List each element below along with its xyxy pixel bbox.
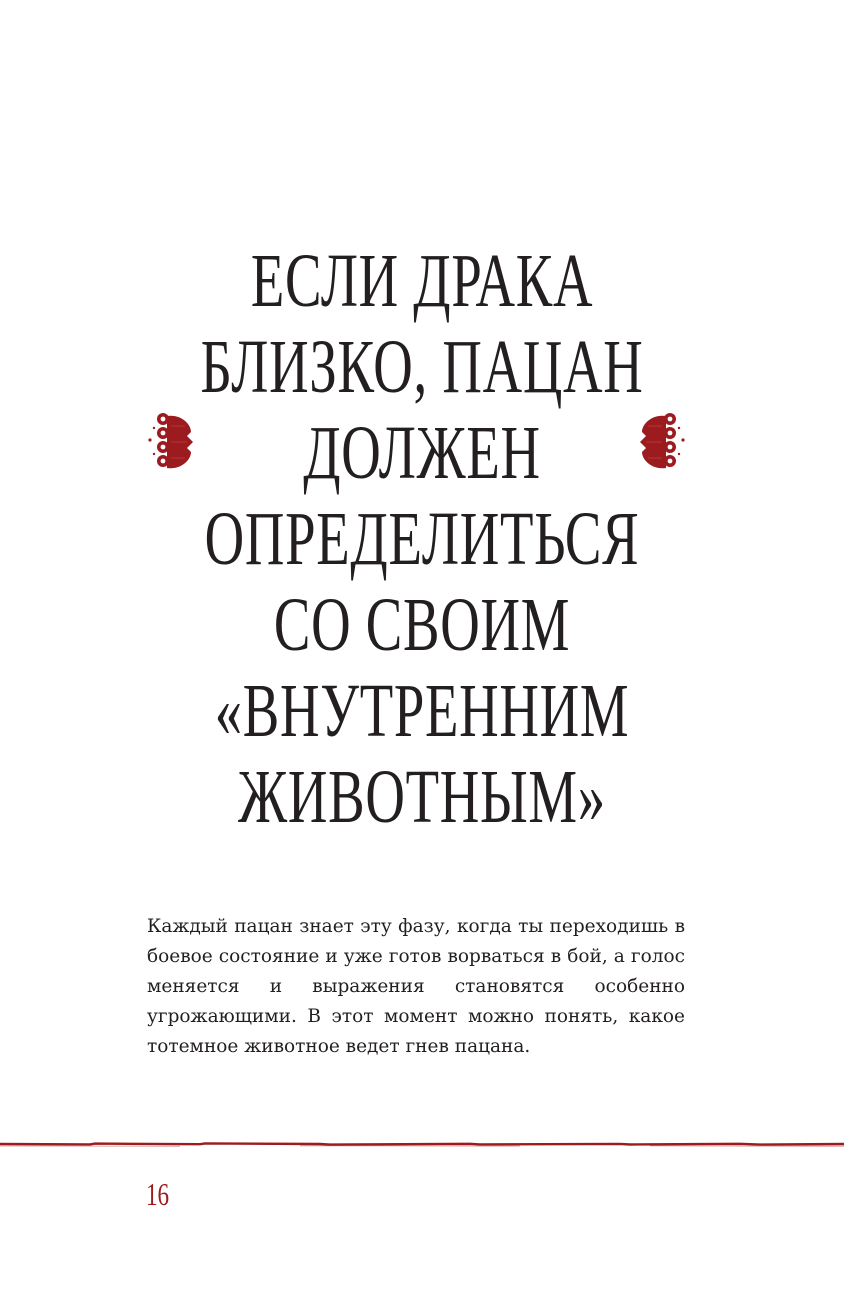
heading-line: ОПРЕДЕЛИТЬСЯ [204,497,640,581]
heading-line: ДОЛЖЕН [303,411,541,495]
heading-line: ЖИВОТНЫМ» [238,755,606,839]
body-paragraph: Каждый пацан знает эту фазу, когда ты переходишь в боевое состояние и уже готов ворваться в бой, а голос меняется и выражения становятся особенно угрожающими. В этот момент можно понять, какое тотемное животное ведет гнев пацана. [147,916,685,1057]
heading-line: БЛИЗКО, ПАЦАН [200,325,644,409]
page-number: 16 [146,1176,170,1212]
heading-line: «ВНУТРЕННИМ [214,669,630,753]
brass-knuckles-icon [636,410,686,474]
brass-knuckles-icon [147,410,197,474]
heading-line: СО СВОИМ [273,583,571,667]
chapter-heading [0,238,844,840]
heading-line: ЕСЛИ ДРАКА [250,239,594,323]
footer-rule [0,1141,844,1149]
